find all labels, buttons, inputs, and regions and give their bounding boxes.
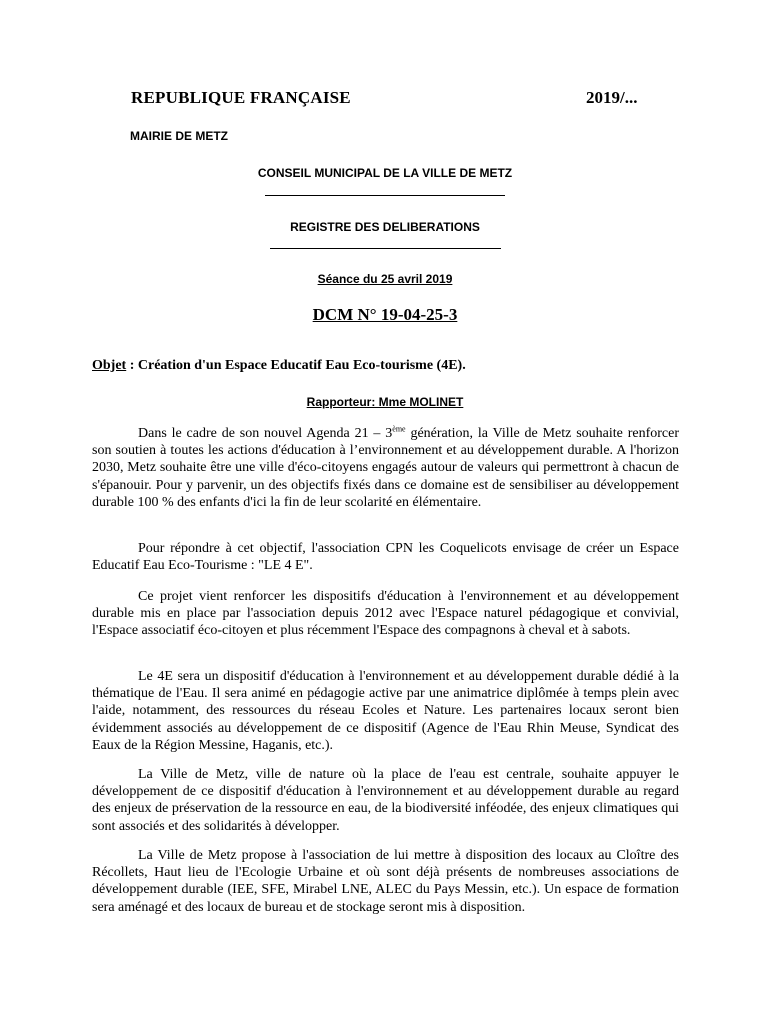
conseil-heading: CONSEIL MUNICIPAL DE LA VILLE DE METZ	[257, 166, 513, 180]
rapporteur: Rapporteur: Mme MOLINET	[306, 395, 464, 409]
mairie-heading: MAIRIE DE METZ	[130, 129, 228, 143]
paragraph-3	[92, 588, 679, 640]
paragraph-1-start: Dans le cadre de son nouvel Agenda 21 – 3	[138, 426, 393, 441]
seance-date: Séance du 25 avril 2019	[317, 272, 453, 286]
paragraph-6	[92, 847, 679, 916]
paragraph-2-text: Pour répondre à cet objectif, l'association CPN les Coquelicots envisage de créer un Espace Educatif Eau Eco-Tourisme : "LE 4 E".	[92, 541, 679, 574]
paragraph-5	[92, 766, 679, 835]
objet-line	[92, 358, 466, 374]
objet-label: Objet	[92, 358, 127, 373]
deliberation-number: 2019/...	[586, 88, 638, 107]
paragraph-3-text: Ce projet vient renforcer les dispositifs d'éducation à l'environnement et au développement durable mis en place par l'association depuis 2012 avec l'Espace naturel pédagogique et convivial, l'Espace associatif éco-citoyen et plus récemment l'Espace des compagnons à cheval et à sabots.	[92, 589, 679, 639]
divider-line	[265, 195, 505, 196]
dcm-number: DCM N° 19-04-25-3	[312, 305, 458, 324]
paragraph-6-text: La Ville de Metz propose à l'association de lui mettre à disposition des locaux au Cloître des Récollets, Haut lieu de l'Ecologie Urbaine et où sont déjà présents de nombreuses associations de développement durable (IEE, SFE, Mirabel LNE, ALEC du Pays Messin, etc.). Un espace de formation sera aménagé et des locaux de bureau et de stockage seront mis à disposition.	[92, 848, 679, 915]
paragraph-5-text: La Ville de Metz, ville de nature où la place de l'eau est centrale, souhaite appuyer le développement de ce dispositif d'éducation à l'environnement et au développement durable au regard des enjeux de préservation de la ressource en eau, de la biodiversité inféodée, des enjeux climatiques qui sont associés et des solidarités à développer.	[92, 767, 679, 834]
superscript: ème	[392, 424, 406, 434]
paragraph-4	[92, 668, 679, 754]
paragraph-4-text: Le 4E sera un dispositif d'éducation à l'environnement et au développement durable dédié à la thématique de l'Eau. Il sera animé en pédagogie active par une animatrice diplômée à temps plein avec l'aide, notamment, des ressources du réseau Ecoles et Nature. Les partenaires locaux seront bien évidemment associés au développement de ce dispositif (Agence de l'Eau Rhin Meuse, Syndicat des Eaux de la Région Messine, Haganis, etc.).	[92, 669, 679, 753]
objet-text: : Création d'un Espace Educatif Eau Eco-tourisme (4E).	[126, 358, 466, 373]
paragraph-1	[92, 425, 679, 511]
registre-heading: REGISTRE DES DELIBERATIONS	[290, 220, 480, 234]
paragraph-1-rest: génération, la Ville de Metz souhaite renforcer son soutien à toutes les actions d'éducation à l’environnement et au développement durable. A l'horizon 2030, Metz souhaite être une ville d'éco-citoyens engagés autour de valeurs qui permettront à chacun de s'épanouir. Pour y parvenir, un des objectifs fixés dans ce domaine est de sensibiliser au développement durable 100 % des enfants d'ici la fin de leur scolarité en élémentaire.	[92, 426, 679, 510]
republique-heading: REPUBLIQUE FRANÇAISE	[131, 88, 351, 107]
divider-line	[270, 248, 501, 249]
paragraph-2	[92, 540, 679, 574]
